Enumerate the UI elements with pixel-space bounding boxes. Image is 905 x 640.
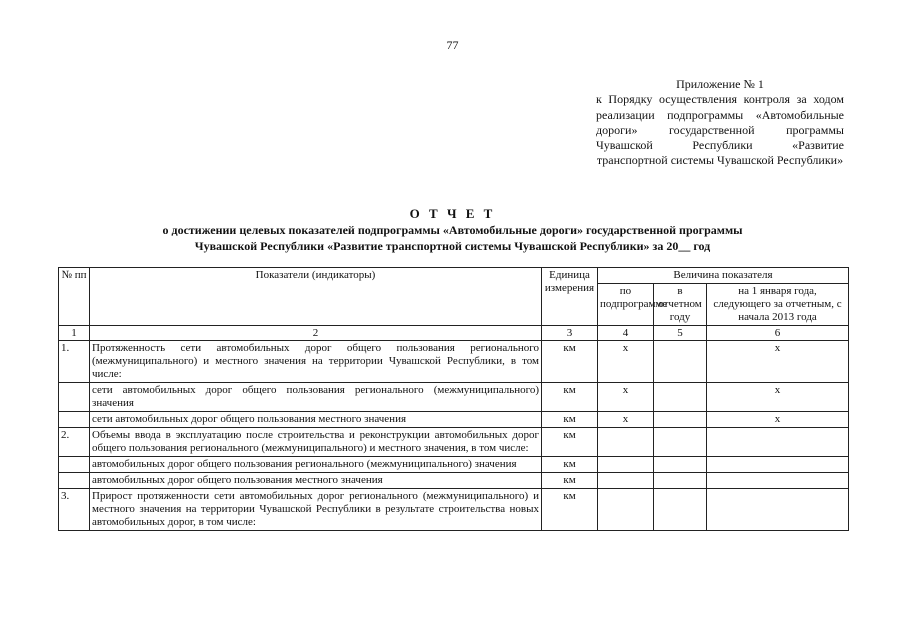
row-number: 1. xyxy=(59,341,90,383)
header-no: № пп xyxy=(59,268,90,326)
header-in-report-year: в отчетном году xyxy=(654,284,707,326)
row-since-value: х xyxy=(707,341,849,383)
header-unit: Единица измерения xyxy=(542,268,598,326)
column-number: 5 xyxy=(654,326,707,341)
row-since-value: х xyxy=(707,383,849,412)
row-number xyxy=(59,383,90,412)
report-subtitle xyxy=(0,222,905,254)
column-number-row xyxy=(59,326,849,341)
report-table xyxy=(58,267,849,531)
row-unit: км xyxy=(542,489,598,531)
row-year-value xyxy=(654,341,707,383)
table-row xyxy=(59,489,849,531)
row-program-value xyxy=(598,457,654,473)
row-program-value xyxy=(598,428,654,457)
row-since-value xyxy=(707,428,849,457)
row-indicator: автомобильных дорог общего пользования местного значения xyxy=(90,473,542,489)
row-unit: км xyxy=(542,383,598,412)
row-since-value xyxy=(707,489,849,531)
row-year-value xyxy=(654,457,707,473)
header-since-2013: на 1 января года, следующего за отчетным, с начала 2013 года xyxy=(707,284,849,326)
row-number xyxy=(59,412,90,428)
row-indicator: Прирост протяженности сети автомобильных дорог регионального (межмуниципального) и местного значения на территории Чувашской Республики в результате строительства новых автомобильных дорог, в том числе: xyxy=(90,489,542,531)
column-number: 2 xyxy=(90,326,542,341)
header-value: Величина показателя xyxy=(598,268,849,284)
row-program-value: х xyxy=(598,341,654,383)
report-title: О Т Ч Е Т xyxy=(409,206,496,221)
column-number: 6 xyxy=(707,326,849,341)
row-indicator: Объемы ввода в эксплуатацию после строительства и реконструкции автомобильных дорог общего пользования регионального (межмуниципального) и местного значения, в том числе: xyxy=(90,428,542,457)
row-since-value xyxy=(707,473,849,489)
header-by-program: по подпрограмме xyxy=(598,284,654,326)
row-year-value xyxy=(654,473,707,489)
row-program-value xyxy=(598,473,654,489)
row-indicator: сети автомобильных дорог общего пользования местного значения xyxy=(90,412,542,428)
page-number: 77 xyxy=(446,38,459,52)
row-unit: км xyxy=(542,341,598,383)
appendix-title: Приложение № 1 xyxy=(676,77,764,91)
column-number: 1 xyxy=(59,326,90,341)
row-program-value: х xyxy=(598,412,654,428)
row-year-value xyxy=(654,428,707,457)
row-unit: км xyxy=(542,457,598,473)
report-subtitle-line-1: о достижении целевых показателей подпрограммы «Автомобильные дороги» государственной программы xyxy=(162,223,743,237)
row-number: 2. xyxy=(59,428,90,457)
row-indicator: автомобильных дорог общего пользования регионального (межмуниципального) значения xyxy=(90,457,542,473)
header-indicators: Показатели (индикаторы) xyxy=(90,268,542,326)
row-program-value: х xyxy=(598,383,654,412)
report-subtitle-line-2: Чувашской Республики «Развитие транспортной системы Чувашской Республики» за 20__ год xyxy=(194,239,711,253)
table-row xyxy=(59,457,849,473)
row-program-value xyxy=(598,489,654,531)
row-number xyxy=(59,473,90,489)
table-row xyxy=(59,473,849,489)
row-indicator: сети автомобильных дорог общего пользования регионального (межмуниципального) значения xyxy=(90,383,542,412)
row-indicator: Протяженность сети автомобильных дорог общего пользования регионального (межмуниципального) и местного значения на территории Чувашской Республики, в том числе: xyxy=(90,341,542,383)
row-unit: км xyxy=(542,473,598,489)
table-row xyxy=(59,341,849,383)
row-since-value xyxy=(707,457,849,473)
row-year-value xyxy=(654,412,707,428)
row-number xyxy=(59,457,90,473)
column-number: 4 xyxy=(598,326,654,341)
row-year-value xyxy=(654,489,707,531)
appendix-block xyxy=(596,77,844,169)
row-year-value xyxy=(654,383,707,412)
table-row xyxy=(59,412,849,428)
header-row-1 xyxy=(59,268,849,284)
row-unit: км xyxy=(542,412,598,428)
row-number: 3. xyxy=(59,489,90,531)
row-since-value: х xyxy=(707,412,849,428)
appendix-text: к Порядку осуществления контроля за ходом реализации подпрограммы «Автомобильные дороги» государственной программы Чувашской Республики «Развитие транспортной системы Чувашской Республики» xyxy=(596,92,844,168)
table-row xyxy=(59,428,849,457)
table-row xyxy=(59,383,849,412)
report-table-body xyxy=(59,268,849,531)
column-number: 3 xyxy=(542,326,598,341)
row-unit: км xyxy=(542,428,598,457)
